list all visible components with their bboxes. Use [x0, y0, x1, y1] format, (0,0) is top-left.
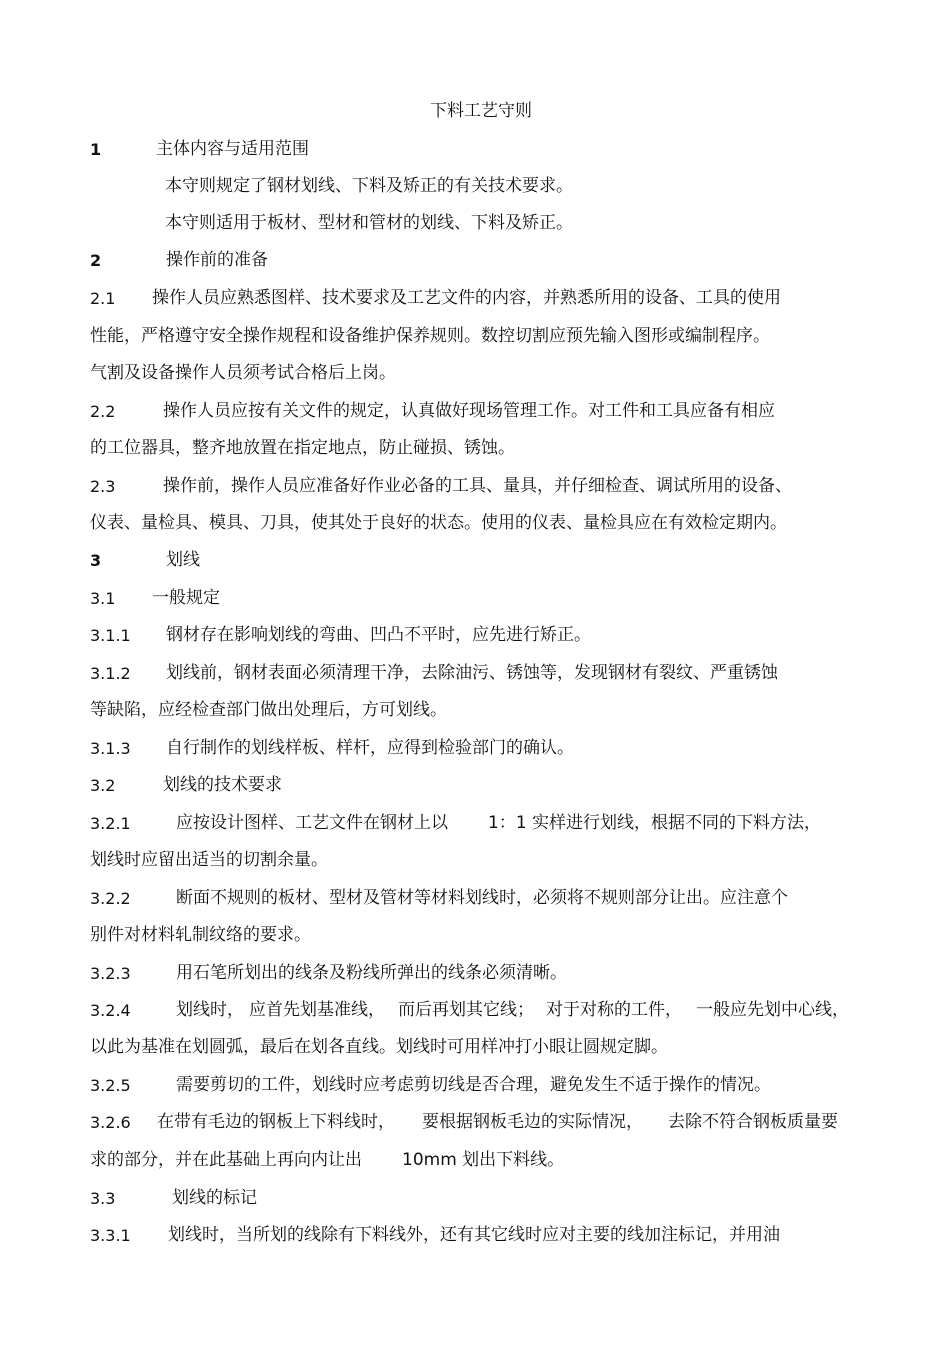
clause-2-1-line-1: 操作人员应熟悉图样、技术要求及工艺文件的内容，并熟悉所用的设备、工具的使用 [152, 288, 781, 308]
clause-2-1-line-3: 气割及设备操作人员须考试合格后上岗。 [90, 363, 396, 383]
clause-3-2-4-line-1d: 对于对称的工件， [546, 1000, 682, 1020]
clause-3-1-2-line-2: 等缺陷，应经检查部门做出处理后，方可划线。 [90, 700, 447, 720]
clause-3-1-2-line-1: 划线前，钢材表面必须清理干净，去除油污、锈蚀等，发现钢材有裂纹、严重锈蚀 [166, 663, 778, 683]
section-1-paragraph-2: 本守则适用于板材、型材和管材的划线、下料及矫正。 [165, 213, 573, 233]
clause-3-2-2-line-2: 别件对材料轧制纹络的要求。 [90, 925, 311, 945]
clause-3-3-heading: 划线的标记 [172, 1188, 257, 1208]
section-1-number: 1 [90, 140, 102, 159]
clause-3-2-heading: 划线的技术要求 [163, 775, 282, 795]
document-title: 下料工艺守则 [430, 101, 532, 121]
clause-3-2-1-number: 3.2.1 [90, 814, 131, 833]
clause-3-2-4-line-1e: 一般应先划中心线， [696, 1000, 849, 1020]
clause-3-2-4-line-1a: 划线时， [176, 1000, 244, 1020]
clause-2-1-line-2: 性能，严格遵守安全操作规程和设备维护保养规则。数控切割应预先输入图形或编制程序。 [90, 326, 770, 346]
section-1-paragraph-1: 本守则规定了钢材划线、下料及矫正的有关技术要求。 [165, 176, 573, 196]
clause-2-3-number: 2.3 [90, 477, 116, 496]
clause-3-2-2-line-1: 断面不规则的板材、型材及管材等材料划线时，必须将不规则部分让出。应注意个 [176, 888, 788, 908]
clause-3-1-1-number: 3.1.1 [90, 626, 131, 645]
clause-2-2-line-1: 操作人员应按有关文件的规定，认真做好现场管理工作。对工件和工具应备有相应 [163, 401, 775, 421]
clause-3-2-3-number: 3.2.3 [90, 964, 131, 983]
clause-3-1-2-number: 3.1.2 [90, 664, 131, 683]
clause-3-1-3-line-1: 自行制作的划线样板、样杆，应得到检验部门的确认。 [166, 738, 574, 758]
clause-3-3-1-number: 3.3.1 [90, 1226, 131, 1245]
clause-3-1-heading: 一般规定 [152, 588, 220, 608]
clause-3-2-4-number: 3.2.4 [90, 1001, 131, 1020]
clause-3-2-1-line-2: 划线时应留出适当的切割余量。 [90, 850, 328, 870]
section-3-number: 3 [90, 551, 102, 570]
clause-3-2-6-line-1b: 要根据钢板毛边的实际情况， [422, 1112, 643, 1132]
clause-2-2-line-2: 的工位器具，整齐地放置在指定地点，防止碰损、锈蚀。 [90, 438, 515, 458]
clause-3-2-1-line-1b: 1：1 实样进行划线，根据不同的下料方法， [488, 813, 822, 833]
clause-2-2-number: 2.2 [90, 402, 116, 421]
clause-3-1-number: 3.1 [90, 589, 116, 608]
clause-3-3-number: 3.3 [90, 1189, 116, 1208]
clause-3-2-6-line-2a: 求的部分，并在此基础上再向内让出 [90, 1150, 362, 1170]
section-2-number: 2 [90, 251, 102, 270]
clause-2-1-number: 2.1 [90, 289, 116, 308]
clause-3-2-5-line-1: 需要剪切的工件，划线时应考虑剪切线是否合理，避免发生不适于操作的情况。 [176, 1075, 771, 1095]
clause-3-2-4-line-2: 以此为基准在划圆弧，最后在划各直线。划线时可用样冲打小眼让圆规定脚。 [90, 1037, 668, 1057]
clause-3-2-1-line-1a: 应按设计图样、工艺文件在钢材上以 [176, 813, 448, 833]
clause-2-3-line-2: 仪表、量检具、模具、刀具，使其处于良好的状态。使用的仪表、量检具应在有效检定期内。 [90, 513, 787, 533]
clause-3-1-3-number: 3.1.3 [90, 739, 131, 758]
clause-3-2-6-line-1c: 去除不符合钢板质量要 [668, 1112, 838, 1132]
clause-3-2-2-number: 3.2.2 [90, 889, 131, 908]
clause-3-2-6-number: 3.2.6 [90, 1113, 131, 1132]
clause-3-3-1-line-1: 划线时，当所划的线除有下料线外，还有其它线时应对主要的线加注标记，并用油 [168, 1225, 780, 1245]
clause-3-2-3-line-1: 用石笔所划出的线条及粉线所弹出的线条必须清晰。 [176, 963, 567, 983]
clause-2-3-line-1: 操作前，操作人员应准备好作业必备的工具、量具，并仔细检查、调试所用的设备、 [163, 476, 792, 496]
section-1-heading: 主体内容与适用范围 [156, 139, 309, 159]
clause-3-2-4-line-1b: 应首先划基准线， [249, 1000, 385, 1020]
section-3-heading: 划线 [166, 550, 200, 570]
clause-3-2-number: 3.2 [90, 776, 116, 795]
section-2-heading: 操作前的准备 [166, 250, 268, 270]
clause-3-1-1-line-1: 钢材存在影响划线的弯曲、凹凸不平时，应先进行矫正。 [166, 625, 591, 645]
clause-3-2-6-line-1a: 在带有毛边的钢板上下料线时， [157, 1112, 395, 1132]
clause-3-2-4-line-1c: 而后再划其它线； [398, 1000, 534, 1020]
clause-3-2-6-line-2b: 10mm 划出下料线。 [402, 1150, 565, 1170]
clause-3-2-5-number: 3.2.5 [90, 1076, 131, 1095]
